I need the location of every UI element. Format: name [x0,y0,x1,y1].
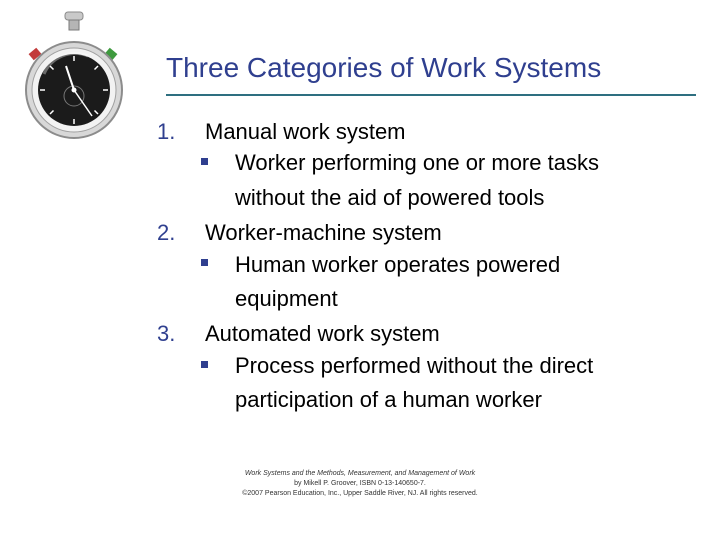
item-2-bullet-icon [201,259,208,266]
item-2-number: 2. [157,220,176,245]
footer-copyright: ©2007 Pearson Education, Inc., Upper Saddle River, NJ. All rights reserved. [242,490,478,497]
item-3-heading: Automated work system [205,321,440,346]
copyright-footer [200,469,520,499]
item-1-number: 1. [157,119,176,144]
item-3-detail-line-1: Process performed without the direct [235,353,594,378]
item-3-bullet-icon [201,361,208,368]
item-2-detail-line-1: Human worker operates powered [235,252,561,277]
title-divider [166,94,696,96]
footer-author: by Mikell P. Groover, ISBN 0-13-140650-7. [294,480,426,487]
slide-title: Three Categories of Work Systems [166,52,602,83]
item-1-detail-line-1: Worker performing one or more tasks [235,150,599,175]
item-3-number: 3. [157,321,176,346]
item-3-detail-line-2: participation of a human worker [235,387,542,412]
footer-book-title: Work Systems and the Methods, Measurement, and Management of Work [244,470,476,477]
item-2-detail-line-2: equipment [235,286,338,311]
item-2-heading: Worker-machine system [205,220,442,245]
item-1-heading: Manual work system [205,119,406,144]
stopwatch-icon [18,10,130,162]
item-1-detail-line-2: without the aid of powered tools [235,185,545,210]
item-1-bullet-icon [201,158,208,165]
